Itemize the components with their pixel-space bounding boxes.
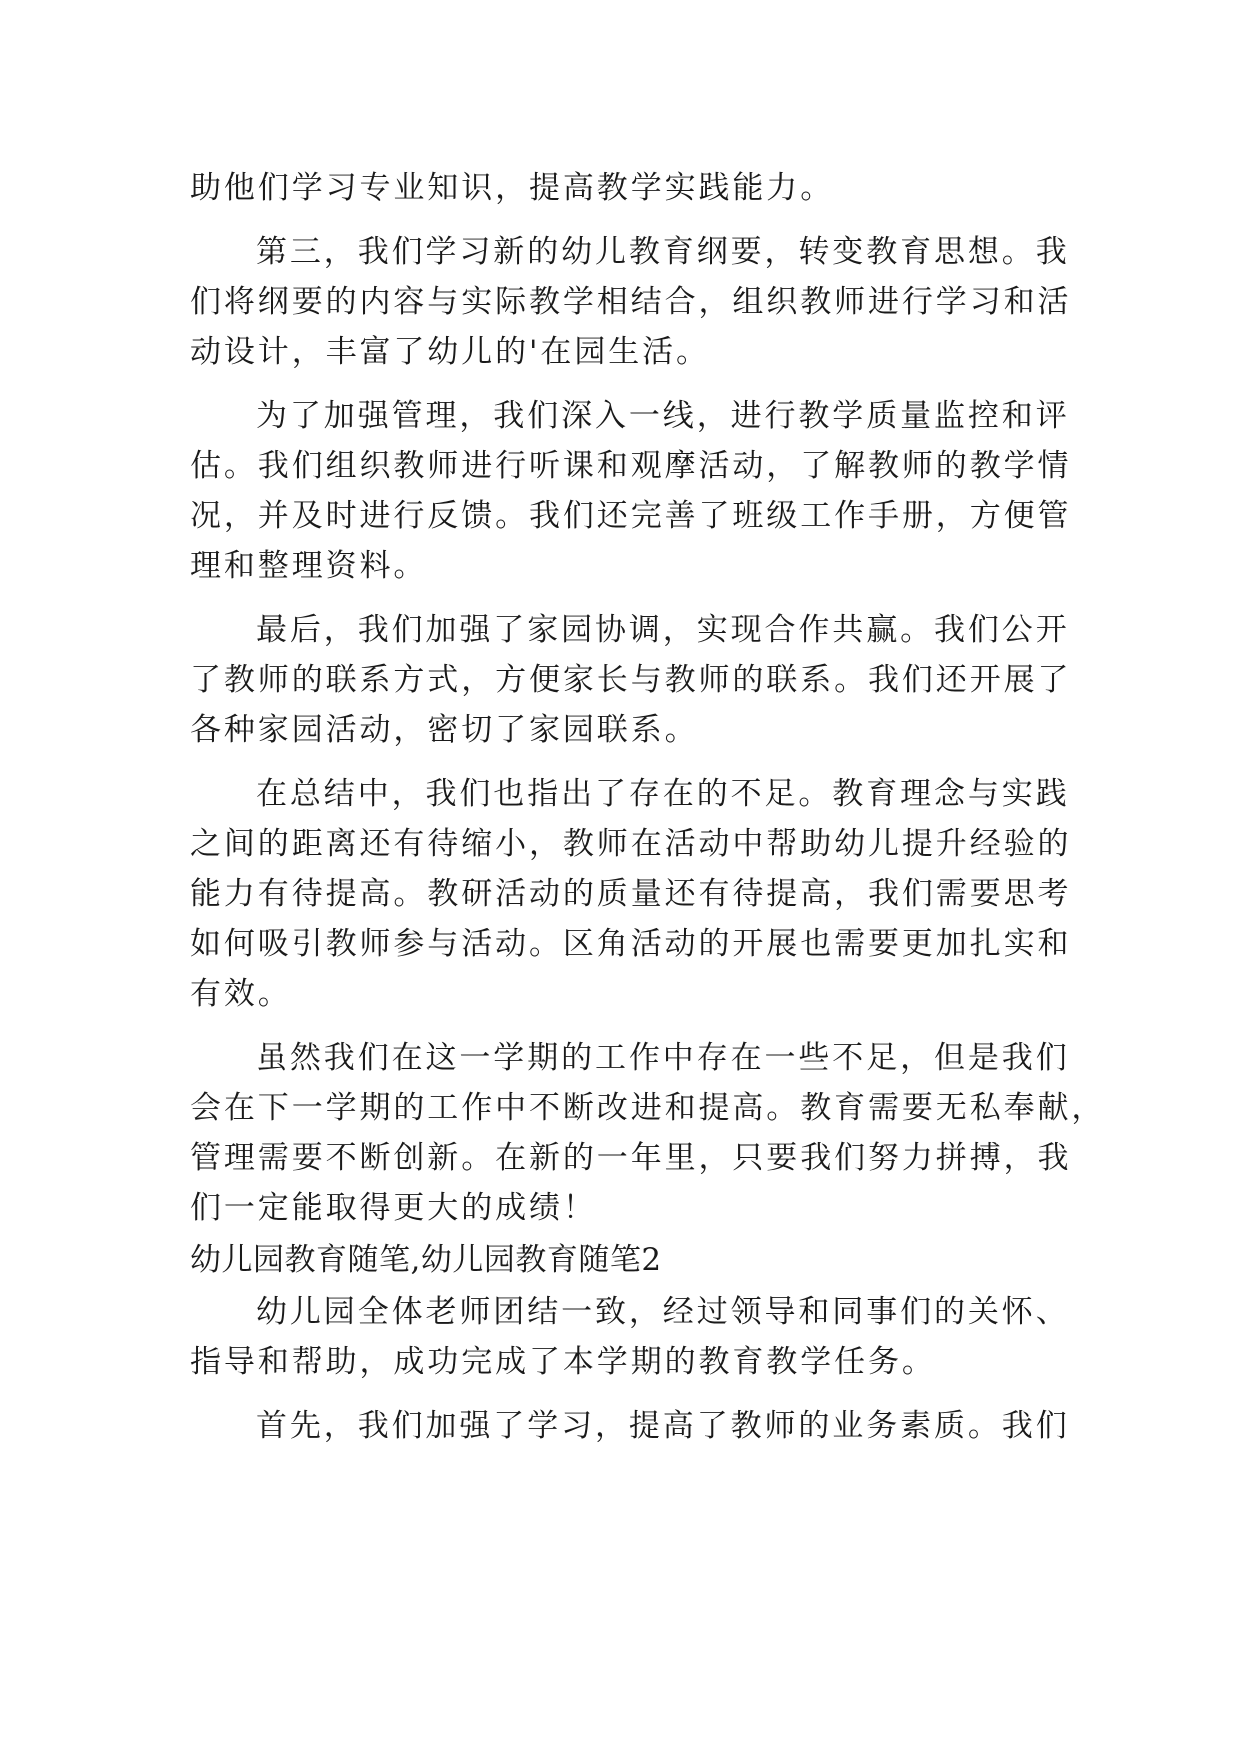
- paragraph-line: 们一定能取得更大的成绩！: [190, 1190, 597, 1226]
- paragraph-line: 在总结中，我们也指出了存在的不足。教育理念与实践: [256, 776, 1070, 812]
- paragraph-line: 会在下一学期的工作中不断改进和提高。教育需要无私奉献，: [190, 1090, 1106, 1126]
- paragraph-line: 动设计，丰富了幼儿的'在园生活。: [190, 334, 710, 370]
- paragraph-line: 之间的距离还有待缩小，教师在活动中帮助幼儿提升经验的: [190, 826, 1072, 862]
- paragraph-line: 们将纲要的内容与实际教学相结合，组织教师进行学习和活: [190, 284, 1072, 320]
- paragraph-line: 最后，我们加强了家园协调，实现合作共赢。我们公开: [256, 612, 1070, 648]
- paragraph-line: 首先，我们加强了学习，提高了教师的业务素质。我们: [256, 1408, 1070, 1444]
- paragraph-line: 管理需要不断创新。在新的一年里，只要我们努力拼搏，我: [190, 1140, 1072, 1176]
- paragraph-line: 如何吸引教师参与活动。区角活动的开展也需要更加扎实和: [190, 926, 1072, 962]
- paragraph-line: 指导和帮助，成功完成了本学期的教育教学任务。: [190, 1344, 936, 1380]
- paragraph-line: 估。我们组织教师进行听课和观摩活动，了解教师的教学情: [190, 448, 1072, 484]
- paragraph-line: 况，并及时进行反馈。我们还完善了班级工作手册，方便管: [190, 498, 1072, 534]
- paragraph-line: 第三，我们学习新的幼儿教育纲要，转变教育思想。我: [256, 234, 1070, 270]
- section-heading: 幼儿园教育随笔,幼儿园教育随笔2: [190, 1242, 662, 1278]
- paragraph-line: 助他们学习专业知识，提高教学实践能力。: [190, 170, 835, 206]
- paragraph-line: 理和整理资料。: [190, 548, 428, 584]
- paragraph-line: 有效。: [190, 976, 292, 1012]
- paragraph-line: 虽然我们在这一学期的工作中存在一些不足，但是我们: [256, 1040, 1070, 1076]
- paragraph-line: 为了加强管理，我们深入一线，进行教学质量监控和评: [256, 398, 1070, 434]
- paragraph-line: 能力有待提高。教研活动的质量还有待提高，我们需要思考: [190, 876, 1072, 912]
- paragraph-line: 幼儿园全体老师团结一致，经过领导和同事们的关怀、: [256, 1294, 1070, 1330]
- paragraph-line: 了教师的联系方式，方便家长与教师的联系。我们还开展了: [190, 662, 1072, 698]
- paragraph-line: 各种家园活动，密切了家园联系。: [190, 712, 699, 748]
